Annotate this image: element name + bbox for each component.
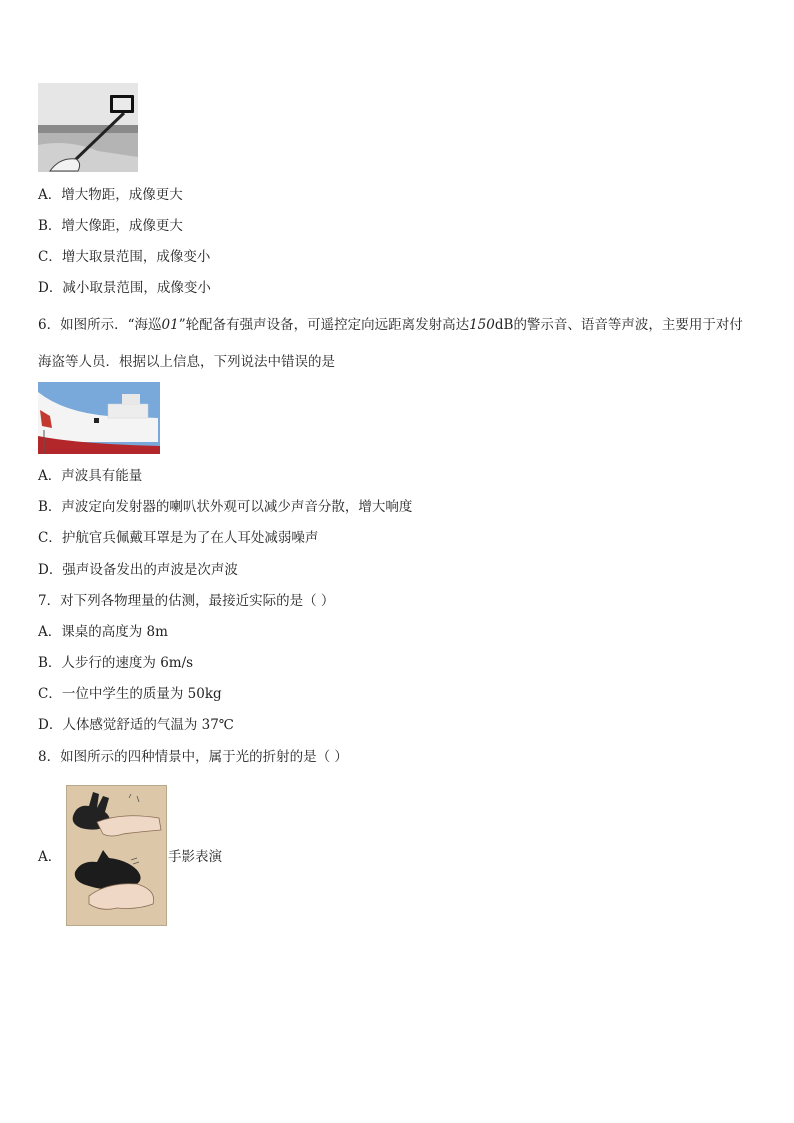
q7-option-a: A．课桌的高度为 8m (38, 624, 168, 640)
patrol-ship-figure (38, 382, 160, 454)
q6-option-a: A．声波具有能量 (38, 468, 143, 484)
q5-option-c: C．增大取景范围，成像变小 (38, 249, 211, 265)
q6-option-c: C．护航官兵佩戴耳罩是为了在人耳处减弱噪声 (38, 530, 319, 546)
q5-option-b: B．增大像距，成像更大 (38, 218, 183, 234)
q6-stem-line2: 海盗等人员．根据以上信息，下列说法中错误的是 (38, 354, 335, 370)
selfie-stick-figure (38, 83, 138, 172)
q7-option-d: D．人体感觉舒适的气温为 37℃ (38, 717, 234, 733)
q8-stem: 8．如图所示的四种情景中，属于光的折射的是（ ） (38, 749, 348, 765)
q7-stem: 7．对下列各物理量的估测，最接近实际的是（ ） (38, 593, 335, 609)
q8-option-a-caption: 手影表演 (168, 849, 222, 865)
q5-option-a: A．增大物距，成像更大 (38, 187, 183, 203)
q6-option-d: D．强声设备发出的声波是次声波 (38, 562, 238, 578)
q6-option-b: B．声波定向发射器的喇叭状外观可以减少声音分散，增大响度 (38, 499, 413, 515)
q5-option-d: D．减小取景范围，成像变小 (38, 280, 211, 296)
q6-stem-line1: 6．如图所示．“海巡01”轮配备有强声设备，可遥控定向远距离发射高达150dB的警示音、语音等声波，主要用于对付 (38, 317, 743, 333)
hand-shadow-figure (66, 785, 167, 926)
q7-option-c: C．一位中学生的质量为 50kg (38, 686, 222, 702)
q8-option-a-label: A． (38, 849, 62, 865)
q7-option-b: B．人步行的速度为 6m/s (38, 655, 194, 671)
